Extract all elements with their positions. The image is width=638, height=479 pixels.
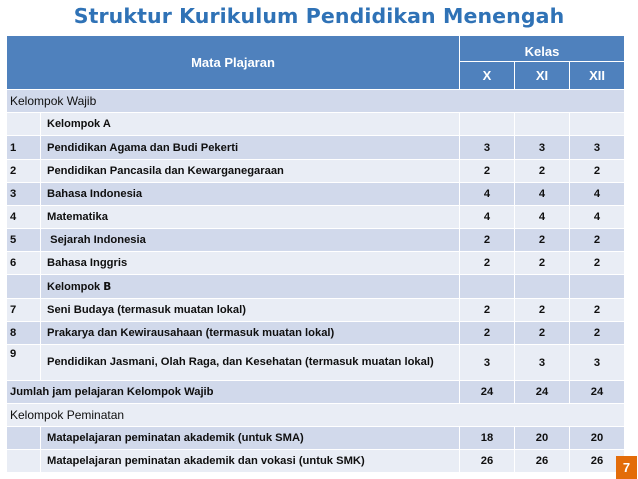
hours-xii: 2 <box>570 160 625 183</box>
peminatan-label: Kelompok Peminatan <box>7 404 625 427</box>
group-b-label: Kelompok B <box>41 275 460 299</box>
hours-xii: 2 <box>570 252 625 275</box>
hours-xi: 3 <box>515 136 570 160</box>
table-row <box>7 299 625 322</box>
curriculum-table <box>6 35 625 473</box>
hours-x: 4 <box>460 183 515 206</box>
hours-xi: 4 <box>515 183 570 206</box>
table-row <box>7 183 625 206</box>
hours-xii: 4 <box>570 183 625 206</box>
hours-xii: 3 <box>570 345 625 381</box>
row-number: 1 <box>7 136 41 160</box>
hours-xi: 26 <box>515 450 570 473</box>
subject-name: Pendidikan Agama dan Budi Pekerti <box>41 136 460 160</box>
group-a-label: Kelompok A <box>41 113 460 136</box>
row-number: 7 <box>7 299 41 322</box>
grade-x-header: X <box>460 62 515 90</box>
hours-xi: 2 <box>515 229 570 252</box>
grade-xii-header: XII <box>570 62 625 90</box>
table-row <box>7 322 625 345</box>
hours-x: 2 <box>460 322 515 345</box>
subject-name: Seni Budaya (termasuk muatan lokal) <box>41 299 460 322</box>
grade-group-header: Kelas <box>460 36 625 62</box>
hours-x: 2 <box>460 160 515 183</box>
group-b-row <box>7 275 625 299</box>
subject-name: Matapelajaran peminatan akademik dan vokasi (untuk SMK) <box>41 450 460 473</box>
hours-xi: 2 <box>515 160 570 183</box>
total-label: Jumlah jam pelajaran Kelompok Wajib <box>7 381 460 404</box>
total-xii: 24 <box>570 381 625 404</box>
peminatan-row <box>7 404 625 427</box>
subject-name: Matematika <box>41 206 460 229</box>
hours-x: 4 <box>460 206 515 229</box>
table-row <box>7 427 625 450</box>
hours-x: 3 <box>460 345 515 381</box>
hours-xi: 2 <box>515 322 570 345</box>
hours-xii: 2 <box>570 299 625 322</box>
hours-x: 2 <box>460 252 515 275</box>
hours-xii: 2 <box>570 229 625 252</box>
row-number: 2 <box>7 160 41 183</box>
grade-xi-header: XI <box>515 62 570 90</box>
hours-xi: 4 <box>515 206 570 229</box>
table-row <box>7 136 625 160</box>
subject-name: Pendidikan Pancasila dan Kewarganegaraan <box>41 160 460 183</box>
subject-name: Prakarya dan Kewirausahaan (termasuk muatan lokal) <box>41 322 460 345</box>
hours-xi: 2 <box>515 252 570 275</box>
hours-xii: 4 <box>570 206 625 229</box>
subject-name: Bahasa Indonesia <box>41 183 460 206</box>
row-number: 9 <box>7 345 41 381</box>
hours-xii: 3 <box>570 136 625 160</box>
hours-x: 2 <box>460 299 515 322</box>
hours-xii: 26 <box>570 450 625 473</box>
table-row <box>7 160 625 183</box>
hours-x: 3 <box>460 136 515 160</box>
table-row <box>7 229 625 252</box>
subject-name: Pendidikan Jasmani, Olah Raga, dan Kesehatan (termasuk muatan lokal) <box>41 345 460 381</box>
row-number: 8 <box>7 322 41 345</box>
total-row <box>7 381 625 404</box>
subject-name: Matapelajaran peminatan akademik (untuk SMA) <box>41 427 460 450</box>
subject-name: Sejarah Indonesia <box>41 229 460 252</box>
page-title: Struktur Kurikulum Pendidikan Menengah <box>73 4 565 28</box>
row-number: 6 <box>7 252 41 275</box>
total-x: 24 <box>460 381 515 404</box>
table-row <box>7 450 625 473</box>
hours-xii: 20 <box>570 427 625 450</box>
wajib-row <box>7 90 625 113</box>
total-xi: 24 <box>515 381 570 404</box>
table-row <box>7 252 625 275</box>
wajib-label: Kelompok Wajib <box>7 90 625 113</box>
table-row <box>7 206 625 229</box>
hours-xi: 2 <box>515 299 570 322</box>
row-number: 5 <box>7 229 41 252</box>
hours-x: 26 <box>460 450 515 473</box>
group-a-row <box>7 113 625 136</box>
hours-xi: 20 <box>515 427 570 450</box>
hours-xii: 2 <box>570 322 625 345</box>
hours-x: 2 <box>460 229 515 252</box>
hours-xi: 3 <box>515 345 570 381</box>
table-row <box>7 345 625 381</box>
row-number: 4 <box>7 206 41 229</box>
row-number: 3 <box>7 183 41 206</box>
subject-header: Mata Plajaran <box>7 36 460 90</box>
hours-x: 18 <box>460 427 515 450</box>
subject-name: Bahasa Inggris <box>41 252 460 275</box>
page-number-badge: 7 <box>616 456 637 479</box>
